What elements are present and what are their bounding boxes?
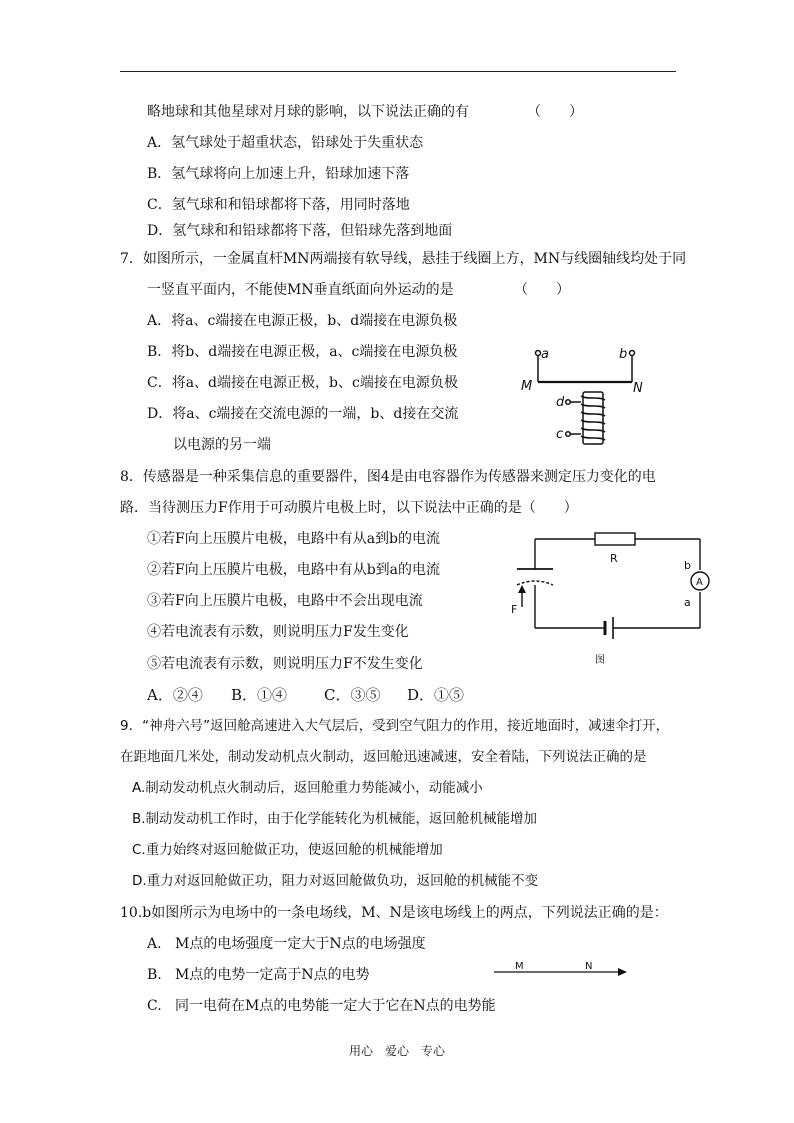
terminal-c-circle	[566, 432, 571, 437]
q6-answer-bracket: （ ）	[527, 104, 583, 120]
q7-option-b: B．将b、d端接在电源正极，a、c端接在电源负极	[147, 344, 458, 360]
q8-statement-5: ⑤若电流表有示数，则说明压力F不发生变化	[147, 656, 423, 672]
q9-stem-line1: 9．“神舟六号”返回舱高速进入大气层后，受到空气阻力的作用，接近地面时，减速伞打开，	[120, 718, 670, 734]
q7-answer-bracket: （ ）	[514, 282, 570, 298]
q8-stem-line1: 8．传感器是一种采集信息的重要器件，图4是由电容器作为传感器来测定压力变化的电	[120, 469, 656, 485]
capacitor-membrane-plate	[517, 581, 553, 585]
q10-option-a-text: M点的电场强度一定大于N点的电场强度	[175, 936, 426, 952]
q9-option-c: C.重力始终对返回舱做正功，使返回舱的机械能增加	[132, 842, 443, 858]
terminal-a-circle	[536, 351, 541, 356]
q10-option-c-text: 同一电荷在M点的电势能一定大于它在N点的电势能	[175, 998, 496, 1014]
label-c: c	[556, 427, 564, 442]
resistor-r	[595, 533, 635, 545]
label-a: a	[541, 347, 549, 362]
q8-capacitor-circuit-figure	[500, 525, 720, 670]
q7-rod-coil-figure	[515, 340, 655, 450]
q7-option-c: C．将a、d端接在电源正极，b、c端接在电源负极	[147, 375, 458, 391]
label-r: R	[610, 552, 618, 565]
q6-stem-continuation: 略地球和其他星球对月球的影响，以下说法正确的有	[147, 104, 469, 120]
q8-choice-c: C．③⑤	[324, 686, 381, 704]
terminal-d-circle	[566, 400, 571, 405]
q6-option-b: B．氢气球将向上加速上升，铅球加速下落	[147, 166, 410, 182]
label-b: b	[684, 559, 691, 572]
q10-option-b-text: M点的电势一定高于N点的电势	[175, 967, 370, 983]
figure-caption: 图	[595, 655, 605, 666]
q8-choice-d: D．①⑤	[407, 686, 465, 704]
q10-option-a-label: A.	[147, 936, 162, 952]
q7-stem-line2: 一竖直平面内，不能使MN垂直纸面向外运动的是	[147, 282, 454, 298]
coil-core	[583, 392, 603, 444]
q8-stem-line2: 路．当待测压力F作用于可动膜片电极上时，以下说法中正确的是（ ）	[120, 500, 578, 516]
q9-stem-line2: 在距地面几米处，制动发动机点火制动，返回舱迅速减速，安全着陆，下列说法正确的是	[120, 749, 647, 765]
page-footer: 用心 爱心 专心	[348, 1044, 445, 1058]
q6-option-c: C．氢气球和和铅球都将下落，用同时落地	[147, 197, 410, 213]
q8-statement-3: ③若F向上压膜片电极，电路中不会出现电流	[147, 593, 423, 609]
header-rule	[120, 71, 676, 72]
label-f: F	[511, 603, 518, 616]
label-a: a	[684, 596, 691, 609]
coil-windings	[581, 396, 605, 440]
label-m: M	[515, 961, 524, 972]
q6-option-d: D．氢气球和和铅球都将下落，但铅球先落到地面	[147, 223, 453, 239]
q7-option-d: D．将a、c端接在交流电源的一端，b、d接在交流	[147, 406, 459, 422]
q7-option-d-continuation: 以电源的另一端	[173, 437, 271, 453]
q10-option-b-label: B.	[147, 967, 162, 983]
q9-option-d: D.重力对返回舱做正功，阻力对返回舱做负功，返回舱的机械能不变	[132, 873, 539, 889]
q8-choice-b: B．①④	[231, 686, 288, 704]
q10-option-c-label: C.	[147, 998, 162, 1014]
force-arrow-head	[518, 585, 526, 593]
q8-statement-1: ①若F向上压膜片电极，电路中有从a到b的电流	[147, 531, 441, 547]
q8-choice-a: A．②④	[147, 686, 203, 704]
q7-stem-line1: 7．如图所示，一金属直杆MN两端接有软导线，悬挂于线圈上方，MN与线圈轴线均处于同	[120, 251, 687, 267]
field-line-arrowhead	[618, 968, 627, 976]
label-n: N	[633, 381, 643, 396]
label-d: d	[556, 395, 565, 410]
q7-option-a: A．将a、c端接在电源正极，b、d端接在电源负极	[147, 313, 458, 329]
label-m: M	[521, 379, 533, 394]
q9-option-b: B.制动发动机工作时，由于化学能转化为机械能，返回舱机械能增加	[132, 811, 538, 827]
q8-statement-2: ②若F向上压膜片电极，电路中有从b到a的电流	[147, 562, 441, 578]
q9-option-a: A.制动发动机点火制动后，返回舱重力势能减小，动能减小	[132, 780, 483, 796]
label-n: N	[585, 961, 593, 972]
label-b: b	[619, 347, 628, 362]
q10-stem: 10.b如图所示为电场中的一条电场线，M、N是该电场线上的两点，下列说法正确的是：	[120, 905, 668, 921]
q8-statement-4: ④若电流表有示数，则说明压力F发生变化	[147, 624, 409, 640]
ammeter-label: A	[696, 577, 703, 588]
q10-field-line-figure	[490, 960, 630, 986]
terminal-b-circle	[630, 351, 635, 356]
q6-option-a: A．氢气球处于超重状态，铅球处于失重状态	[147, 135, 424, 151]
